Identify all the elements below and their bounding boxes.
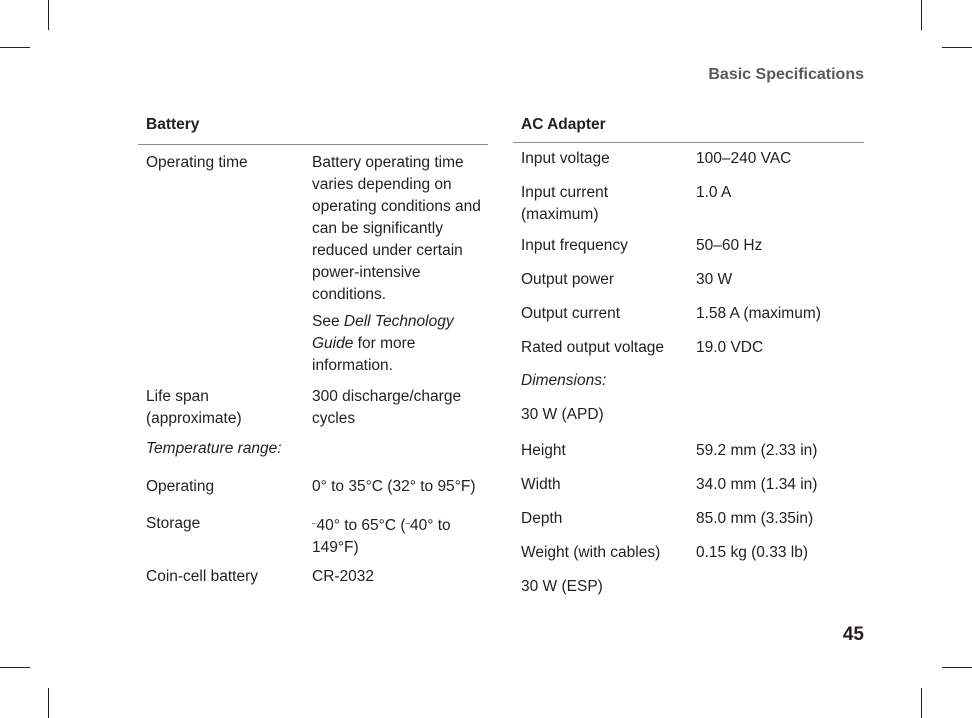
spec-value: 34.0 mm (1.34 in) [696,476,818,493]
ac-adapter-section [513,114,864,595]
spec-label: Life span (approximate) [146,388,242,427]
more-info-text: for more information. [312,335,416,374]
spec-value: CR-2032 [312,568,375,585]
battery-section [138,114,488,585]
spec-label: Operating [146,478,215,495]
divider [513,142,864,143]
spec-value: 1.0 A [696,184,732,201]
battery-title: Battery [146,116,200,133]
spec-label: Weight (with cables) [521,544,661,561]
ac-adapter-title: AC Adapter [521,116,606,133]
spec-value: 59.2 mm (2.33 in) [696,442,818,459]
crop-mark [48,688,49,718]
crop-mark [0,47,30,48]
spec-label: Input current (maximum) [521,184,609,223]
spec-label: Input frequency [521,237,628,254]
crop-mark [921,688,922,718]
storage-range-b: 40° to 149°F) [312,517,451,556]
spec-value: 1.58 A (maximum) [696,305,821,322]
spec-label: Output current [521,305,621,322]
spec-label: Width [521,476,561,493]
crop-mark [942,47,972,48]
crop-mark [921,0,922,30]
spec-value [312,152,482,377]
minus-sign: – [405,519,410,528]
crop-mark [48,0,49,30]
spec-label: Depth [521,510,563,527]
spec-label: Height [521,442,566,459]
storage-range-a: 40° to 65°C ( [316,517,406,534]
page-header: Basic Specifications [708,66,864,83]
see-text: See [312,313,344,330]
spec-value [312,513,482,559]
spec-label: Temperature range: [146,440,282,457]
operating-time-reference [312,311,482,377]
spec-value: 100–240 VAC [696,150,792,167]
spec-value: 0° to 35°C (32° to 95°F) [312,478,476,495]
minus-sign: – [312,519,317,528]
spec-label: Output power [521,271,615,288]
crop-mark [0,667,30,668]
spec-value: 19.0 VDC [696,339,764,356]
page-number: 45 [842,624,864,645]
spec-label: Dimensions: [521,372,607,389]
spec-value: 300 discharge/charge cycles [312,388,462,427]
spec-label: Storage [146,515,201,532]
spec-value: 30 W [696,271,733,288]
spec-label: Input voltage [521,150,610,167]
spec-label: 30 W (APD) [521,406,604,423]
spec-label: Coin-cell battery [146,568,258,585]
guide-title: Dell Technology Guide [312,313,454,352]
spec-value: 0.15 kg (0.33 lb) [696,544,809,561]
spec-label: Operating time [146,154,248,171]
spec-value: 50–60 Hz [696,237,763,254]
spec-label: 30 W (ESP) [521,578,603,595]
divider [138,144,488,145]
crop-mark [942,667,972,668]
spec-value: 85.0 mm (3.35in) [696,510,814,527]
operating-time-description: Battery operating time varies depending on operating conditions and can be significantly reduced under certain power-intensive conditions. [312,154,481,303]
spec-label: Rated output voltage [521,339,665,356]
